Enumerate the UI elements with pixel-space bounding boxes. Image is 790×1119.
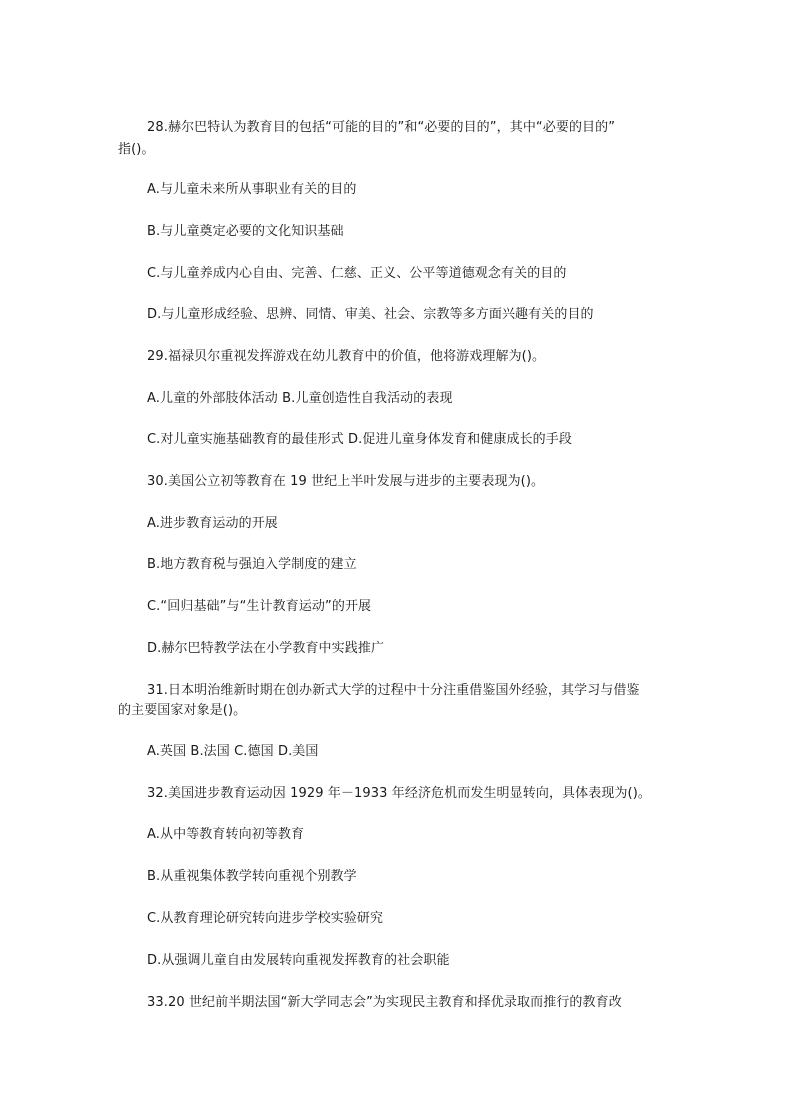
- question-31-options: A.英国 B.法国 C.德国 D.美国: [147, 744, 319, 759]
- question-30-option-a: A.进步教育运动的开展: [147, 516, 278, 531]
- question-30-stem: 30.美国公立初等教育在 19 世纪上半叶发展与进步的主要表现为()。: [147, 474, 545, 489]
- question-28-option-c: C.与儿童养成内心自由、完善、仁慈、正义、公平等道德观念有关的目的: [147, 266, 567, 281]
- question-32-option-c: C.从教育理论研究转向进步学校实验研究: [147, 911, 384, 926]
- question-33-stem: 33.20 世纪前半期法国“新大学同志会”为实现民主教育和择优录取而推行的教育改: [147, 995, 622, 1010]
- question-28-option-a: A.与儿童未来所从事职业有关的目的: [147, 182, 357, 197]
- question-31-stem-line-2: 的主要国家对象是()。: [118, 703, 247, 718]
- question-30-option-d: D.赫尔巴特教学法在小学教育中实践推广: [147, 641, 385, 656]
- question-30-option-c: C.“回归基础”与“生计教育运动”的开展: [147, 599, 372, 614]
- question-28-stem-line-2: 指()。: [118, 142, 155, 157]
- question-28-option-d: D.与儿童形成经验、思辨、同情、审美、社会、宗教等多方面兴趣有关的目的: [147, 307, 594, 322]
- question-30-option-b: B.地方教育税与强迫入学制度的建立: [147, 557, 357, 572]
- question-32-stem: 32.美国进步教育运动因 1929 年－1933 年经济危机而发生明显转向，具体表现为()。: [147, 786, 651, 801]
- question-32-option-a: A.从中等教育转向初等教育: [147, 827, 305, 842]
- question-28-option-b: B.与儿童奠定必要的文化知识基础: [147, 224, 344, 239]
- question-32-option-d: D.从强调儿童自由发展转向重视发挥教育的社会职能: [147, 953, 450, 968]
- question-32-option-b: B.从重视集体教学转向重视个别教学: [147, 869, 357, 884]
- question-29-stem: 29.福禄贝尔重视发挥游戏在幼儿教育中的价值，他将游戏理解为()。: [147, 349, 546, 364]
- question-29-options-cd: C.对儿童实施基础教育的最佳形式 D.促进儿童身体发育和健康成长的手段: [147, 432, 572, 447]
- question-28-stem-line-1: 28.赫尔巴特认为教育目的包括“可能的目的”和“必要的目的”，其中“必要的目的”: [147, 120, 616, 135]
- question-29-options-ab: A.儿童的外部肢体活动 B.儿童创造性自我活动的表现: [147, 391, 453, 406]
- question-31-stem-line-1: 31.日本明治维新时期在创办新式大学的过程中十分注重借鉴国外经验，其学习与借鉴: [147, 683, 640, 698]
